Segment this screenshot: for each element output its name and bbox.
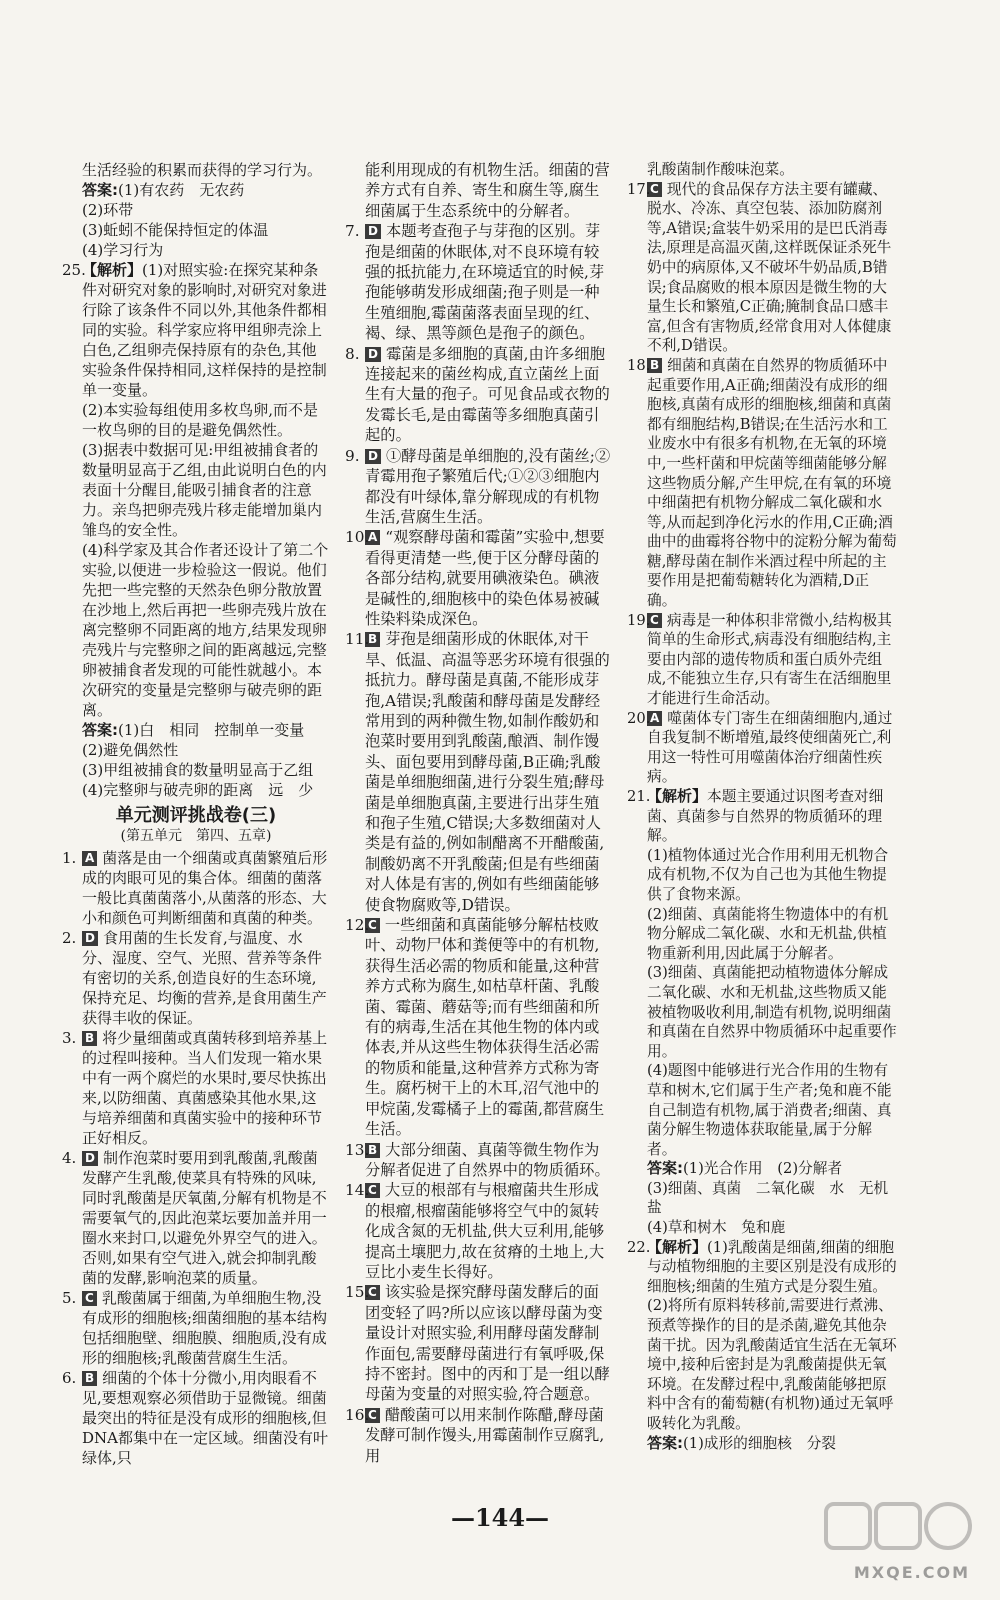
question-item — [345, 1282, 613, 1404]
question-item — [345, 446, 613, 528]
continued-text-block — [62, 160, 330, 260]
explanation-text: 制作泡菜时要用到乳酸菌,乳酸菌发酵产生乳酸,使菜具有特殊的风味,同时乳酸菌是厌氧菌,分解有机物是不需要氧气的,因此泡菜坛要加盖并用一圈水来封口,以避免外界空气的进入。否则,如果有空气进入,就会抑制乳酸菌的发酵,影响泡菜的质量。 — [82, 1149, 327, 1287]
question-number: 21. — [627, 788, 651, 805]
question-item — [62, 1028, 330, 1148]
question-number: 3. — [62, 1029, 77, 1047]
question-number: 9. — [345, 446, 360, 465]
question-item — [62, 1288, 330, 1368]
explanation-text: 病毒是一种体积非常微小,结构极其简单的生命形式,病毒没有细胞结构,主要由内部的遗传物质和蛋白质外壳组成,不能独立生存,只有寄生在活细胞里才能进行生命活动。 — [647, 611, 892, 708]
analysis-paragraph: (2)本实验每组使用多枚鸟卵,而不是一枚鸟卵的目的是避免偶然性。 — [82, 401, 319, 439]
question-item — [62, 848, 330, 928]
analysis-paragraph: (3)据表中数据可见:甲组被捕食者的数量明显高于乙组,由此说明白色的内表面十分醒目,能吸引捕食者的注意力。亲鸟把卵壳残片移走能增加巢内雏鸟的安全性。 — [82, 441, 327, 539]
question-item — [345, 221, 613, 343]
answer-line — [647, 1434, 897, 1454]
answer-value: (1)光合作用 (2)分解者 — [683, 1160, 843, 1178]
question-number: 12. — [345, 916, 370, 935]
analysis-label: 【解析】 — [82, 261, 143, 279]
explanation-text: 醋酸菌可以用来制作陈醋,酵母菌发酵可制作馒头,用霉菌制作豆腐乳,用 — [365, 1405, 605, 1465]
question-item — [345, 1405, 613, 1466]
question-item — [627, 356, 897, 611]
question-item — [345, 1180, 613, 1282]
answer-choice-badge: B — [365, 1143, 380, 1158]
question-item — [345, 915, 613, 1139]
question-item — [62, 1148, 330, 1288]
question-number: 10. — [345, 528, 370, 547]
question-number: 14. — [345, 1181, 370, 1200]
question-number: 5. — [62, 1289, 77, 1307]
answer-line — [82, 220, 330, 240]
analysis-paragraph: (1)植物体通过光合作用利用无机物合成有机物,不仅为自己也为其他生物提供了食物来源。 — [647, 846, 889, 903]
answer-value: (1)成形的细胞核 分裂 — [683, 1434, 836, 1452]
answer-choice-badge: A — [365, 530, 380, 545]
answer-choice-badge: A — [82, 851, 97, 866]
question-number: 25. — [62, 261, 86, 279]
analysis-paragraph: (4)题图中能够进行光合作用的生物有草和树木,它们属于生产者;兔和鹿不能自己制造有机物,属于消费者;细菌、真菌分解生物遗体获取能量,属于分解者。 — [647, 1062, 892, 1158]
answer-choice-badge: A — [647, 711, 662, 726]
analysis-paragraph: (1)乳酸菌是细菌,细菌的细胞与动植物细胞的主要区别是没有成形的细胞核;细菌的生殖方式是分裂生殖。 — [647, 1238, 897, 1295]
explanation-text: “观察酵母菌和霉菌”实验中,想要看得更清楚一些,便于区分酵母菌的各部分结构,就要用碘液染色。碘液是碱性的,细胞核中的染色体易被碱性染料染成深色。 — [365, 528, 605, 628]
explanation-text: 乳酸菌属于细菌,为单细胞生物,没有成形的细胞核;细菌细胞的基本结构包括细胞壁、细胞膜、细胞质,没有成形的细胞核;乳酸菌营腐生生活。 — [82, 1289, 328, 1367]
answer-choice-badge: B — [365, 632, 380, 647]
question-number: 6. — [62, 1369, 77, 1387]
question-item — [345, 629, 613, 915]
answer-value: (4)学习行为 — [82, 241, 164, 259]
question-number: 18. — [627, 356, 651, 374]
column-right — [627, 160, 897, 1453]
answer-line — [82, 200, 330, 220]
answer-choice-badge: B — [82, 1371, 97, 1386]
answer-choice-badge: C — [365, 1285, 380, 1300]
answer-choice-badge: C — [365, 1408, 380, 1423]
analysis-paragraph: (3)细菌、真菌能把动植物遗体分解成二氧化碳、水和无机盐,这些物质又能被植物吸收利用,制造有机物,说明细菌和真菌在自然界中物质循环中起重要作用。 — [647, 964, 897, 1060]
answer-value: (2)避免偶然性 — [82, 741, 179, 759]
column-middle — [345, 160, 613, 1466]
answer-label: 答案: — [82, 181, 118, 199]
question-item — [62, 1368, 330, 1468]
question-number: 16. — [345, 1405, 370, 1424]
question-item-q22 — [627, 1238, 897, 1454]
answer-choice-badge: C — [647, 182, 662, 197]
answer-label: 答案: — [647, 1159, 683, 1178]
answer-line — [647, 1218, 897, 1238]
answer-value: (4)草和树木 兔和鹿 — [647, 1219, 786, 1237]
answer-choice-badge: D — [82, 931, 98, 946]
answer-line — [647, 1179, 897, 1218]
question-number: 17. — [627, 180, 651, 198]
answer-choice-badge: D — [82, 1151, 98, 1166]
explanation-text: 一些细菌和真菌能够分解枯枝败叶、动物尸体和粪便等中的有机物,获得生活必需的物质和能量,这种营养方式称为腐生,如枯草杆菌、乳酸菌、霉菌、蘑菇等;而有些细菌和所有的病毒,生活在其他生物的体内或体表,并从这些生物体获得生活必需的物质和能量,这种营养方式称为寄生。腐朽树干上的木耳,沼气池中的甲烷菌,发霉橘子上的霉菌,都营腐生生活。 — [365, 916, 605, 1139]
answer-choice-badge: C — [365, 918, 380, 933]
analysis-paragraph: (1)对照实验:在探究某种条件对研究对象的影响时,对研究对象进行除了该条件不同以外,其他条件都相同的实验。科学家应将甲组卵壳涂上白色,乙组卵壳保持原有的杂色,其他实验条件保持相同,这样保持的是控制单一变量。 — [82, 261, 327, 399]
answer-label: 答案: — [647, 1433, 683, 1452]
question-number: 22. — [627, 1238, 651, 1256]
explanation-text: 将少量细菌或真菌转移到培养基上的过程叫接种。当人们发现一箱水果中有一两个腐烂的水果时,要尽快拣出来,以防细菌、真菌感染其他水果,这与培养细菌和真菌实验中的接种环节正好相反。 — [82, 1029, 328, 1147]
question-item — [345, 527, 613, 629]
explanation-text: 大豆的根部有与根瘤菌共生形成的根瘤,根瘤菌能够将空气中的氮转化成含氮的无机盐,供大豆利用,能够提高土壤肥力,故在贫瘠的土地上,大豆比小麦生长得好。 — [365, 1181, 605, 1281]
explanation-text: 该实验是探究酵母菌发酵后的面团变轻了吗?所以应该以酵母菌为变量设计对照实验,利用酵母菌发酵制作面包,需要酵母菌进行有氧呼吸,保持不密封。图中的丙和丁是一组以酵母菌为变量的对照实验,符合题意。 — [365, 1283, 610, 1404]
answer-choice-badge: D — [365, 449, 381, 464]
answer-choice-badge: C — [365, 1183, 380, 1198]
question-number: 1. — [62, 849, 77, 867]
question-number: 19. — [627, 611, 651, 629]
question-number: 7. — [345, 222, 360, 241]
question-item-q21 — [627, 787, 897, 1238]
answer-choice-badge: B — [82, 1031, 97, 1046]
question-number: 4. — [62, 1149, 77, 1167]
page-number: —144— — [450, 1503, 550, 1532]
explanation-text: 大部分细菌、真菌等微生物作为分解者促进了自然界中的物质循环。 — [365, 1140, 610, 1179]
question-item — [627, 709, 897, 787]
question-item — [345, 1140, 613, 1181]
analysis-label: 【解析】 — [647, 1237, 708, 1256]
analysis-paragraph: (2)细菌、真菌能将生物遗体中的有机物分解成二氧化碳、水和无机盐,供植物重新利用,因此属于分解者。 — [647, 905, 889, 962]
explanation-text: 细菌的个体十分微小,用肉眼看不见,要想观察必须借助于显微镜。细菌最突出的特征是没有成形的细胞核,但DNA都集中在一定区域。细菌没有叶绿体,只 — [82, 1369, 328, 1467]
answer-line — [82, 240, 330, 260]
continued-text: 乳酸菌制作酸味泡菜。 — [647, 161, 794, 178]
analysis-label: 【解析】 — [647, 787, 708, 805]
explanation-text: ①酵母菌是单细胞的,没有菌丝;②青霉用孢子繁殖后代;①②③细胞内都没有叶绿体,靠分解现成的有机物生活,营腐生生活。 — [365, 446, 611, 526]
section-title: 单元测评挑战卷(三) — [115, 805, 277, 826]
answer-label: 答案: — [82, 721, 118, 739]
explanation-text: 霉菌是多细胞的真菌,由许多细胞连接起来的菌丝构成,直立菌丝上面生有大量的孢子。可见食品或衣物的发霉长毛,是由霉菌等多细胞真菌引起的。 — [365, 344, 610, 445]
answer-line — [82, 760, 330, 780]
answer-value: (4)完整卵与破壳卵的距离 远 少 — [82, 781, 314, 799]
question-number: 20. — [627, 709, 651, 727]
answer-value: (3)蚯蚓不能保持恒定的体温 — [82, 221, 269, 239]
answer-value: (3)细菌、真菌 二氧化碳 水 无机盐 — [647, 1179, 889, 1217]
column-left — [62, 160, 330, 1468]
answer-line — [82, 780, 330, 800]
watermark-site: MXQE.COM — [853, 1563, 970, 1582]
answer-line — [647, 1159, 897, 1179]
answer-value: (1)白 相同 控制单一变量 — [118, 721, 305, 739]
answer-choice-badge: C — [82, 1291, 97, 1306]
answer-value: (3)甲组被捕食的数量明显高于乙组 — [82, 761, 314, 779]
answer-value: (1)有农药 无农药 — [118, 181, 245, 199]
explanation-text: 本题考查孢子与芽孢的区别。芽孢是细菌的休眠体,对不良环境有较强的抵抗能力,在环境适宜的时候,芽孢能够萌发形成细菌;孢子则是一种生殖细胞,霉菌菌落表面呈现的红、褐、绿、黑等颜色是孢子的颜色。 — [365, 222, 605, 343]
explanation-text: 芽孢是细菌形成的休眠体,对干旱、低温、高温等恶劣环境有很强的抵抗力。酵母菌是真菌,不能形成芽孢,A错误;乳酸菌和酵母菌是发酵经常用到的两种微生物,如制作酸奶和泡菜时要用到乳酸菌,酿酒、制作馒头、面包要用到酵母菌,B正确;乳酸菌是单细胞细菌,进行分裂生殖;酵母菌是单细胞真菌,主要进行出芽生殖和孢子生殖,C错误;大多数细菌对人类是有益的,例如制醋离不开醋酸菌,制酸奶离不开乳酸菌;但是有些细菌对人体是有害的,例如有些细菌能够使食物腐败等,D错误。 — [365, 630, 610, 914]
analysis-paragraph: 本题主要通过识图考查对细菌、真菌参与自然界的物质循环的理解。 — [647, 788, 884, 845]
analysis-paragraph: (2)将所有原料转移前,需要进行煮沸、预煮等操作的目的是杀菌,避免其他杂菌干扰。因为乳酸菌适宜生活在无氧环境中,接种后密封是为乳酸菌提供无氧环境。在发酵过程中,乳酸菌能够把原料中含有的葡萄糖(有机物)通过无氧呼吸转化为乳酸。 — [647, 1297, 897, 1432]
question-item-25 — [62, 260, 330, 800]
answer-line — [82, 720, 330, 740]
question-item — [62, 928, 330, 1028]
explanation-text: 菌落是由一个细菌或真菌繁殖后形成的肉眼可见的集合体。细菌的菌落一般比真菌菌落小,从菌落的形态、大小和颜色可判断细菌和真菌的种类。 — [82, 849, 328, 927]
question-number: 15. — [345, 1283, 370, 1302]
continued-text: 生活经验的积累而获得的学习行为。 — [82, 161, 323, 179]
answer-choice-badge: C — [647, 613, 662, 628]
answer-line — [82, 740, 330, 760]
answer-choice-badge: D — [365, 347, 381, 362]
question-number: 2. — [62, 929, 77, 947]
explanation-text: 细菌和真菌在自然界的物质循环中起重要作用,A正确;细菌没有成形的细胞核,真菌有成形的细胞核,细菌和真菌都有细胞结构,B错误;在生活污水和工业废水中有很多有机物,在无氧的环境中,一些杆菌和甲烷菌等细菌能够分解这些物质分解,产生甲烷,在有氧的环境中细菌把有机物分解成二氧化碳和水等,从而起到净化污水的作用,C正确;酒曲中的曲霉将谷物中的淀粉分解为葡萄糖,酵母菌在制作米酒过程中所起的主要作用是把葡萄糖转化为酒精,D正确。 — [647, 356, 897, 610]
analysis-paragraph: (4)科学家及其合作者还设计了第二个实验,以便进一步检验这一假说。他们先把一些完整的天然杂色卵分散放置在沙地上,然后再把一些卵壳残片放在离完整卵不同距离的地方,结果发现卵壳残片与完整卵之间的距离越远,完整卵被捕食者发现的可能性就越小。本次研究的变量是完整卵与破壳卵的距离。 — [82, 541, 329, 719]
answer-choice-badge: D — [365, 224, 381, 239]
question-item — [627, 180, 897, 356]
explanation-text: 噬菌体专门寄生在细菌细胞内,通过自我复制不断增殖,最终使细菌死亡,利用这一特性可用噬菌体治疗细菌性疾病。 — [647, 709, 893, 786]
question-number: 13. — [345, 1140, 370, 1159]
section-subtitle: (第五单元 第四、五章) — [120, 828, 272, 844]
answer-line — [82, 180, 330, 200]
answer-value: (2)环带 — [82, 201, 134, 219]
question-item — [627, 611, 897, 709]
explanation-text: 现代的食品保存方法主要有罐藏、脱水、冷冻、真空包装、添加防腐剂等,A错误;盒装牛奶采用的是巴氏消毒法,原理是高温灭菌,这样既保证杀死牛奶中的病原体,又不破坏牛奶品质,B错误;食品腐败的根本原因是微生物的大量生长和繁殖,C正确;腌制食品口感丰富,但含有害物质,经常食用对人体健康不利,D错误。 — [647, 180, 892, 355]
continued-text: 能利用现成的有机物生活。细菌的营养方式有自养、寄生和腐生等,腐生细菌属于生态系统中的分解者。 — [365, 161, 610, 220]
explanation-text: 食用菌的生长发育,与温度、水分、湿度、空气、光照、营养等条件有密切的关系,创造良好的生态环境,保持充足、均衡的营养,是食用菌生产获得丰收的保证。 — [82, 929, 327, 1027]
question-number: 11. — [345, 630, 370, 649]
answer-choice-badge: B — [647, 358, 662, 373]
question-number: 8. — [345, 344, 360, 363]
question-item — [345, 344, 613, 446]
